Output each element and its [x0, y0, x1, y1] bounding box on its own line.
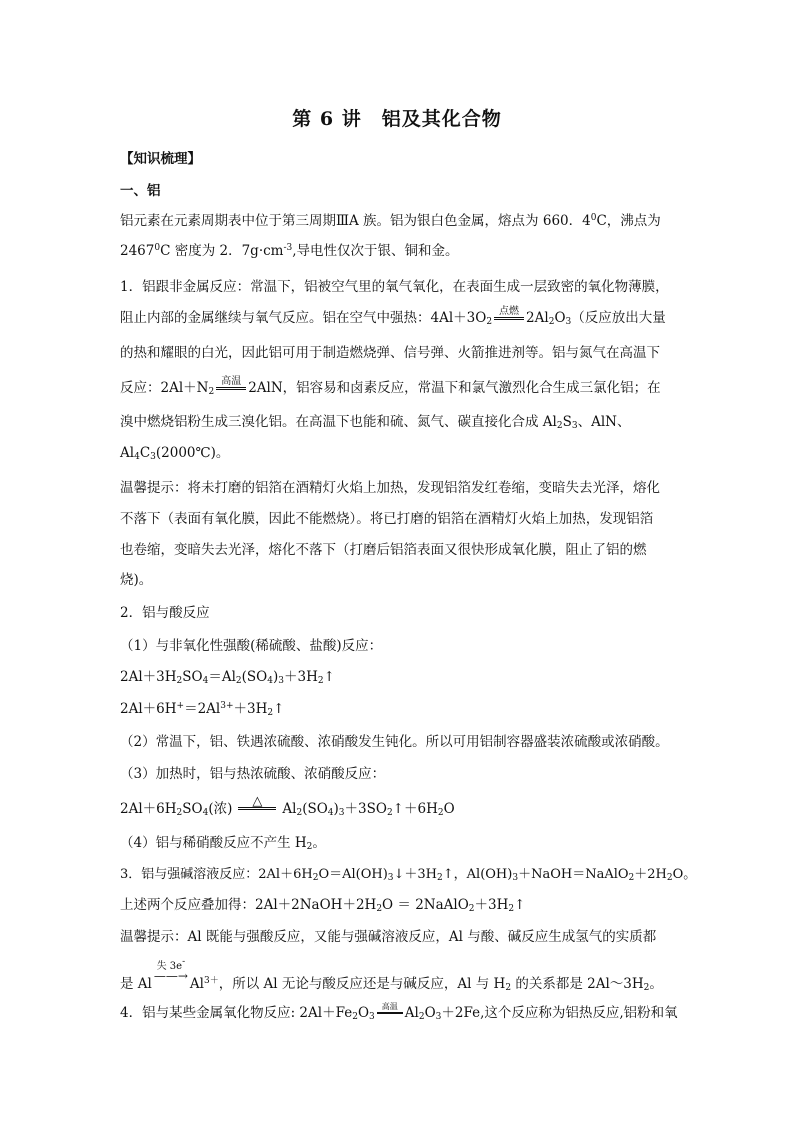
- page-title: 第 6 讲 铝及其化合物: [292, 108, 502, 130]
- p1-line-5: 溴中燃烧铝粉生成三溴化铝。在高温下也能和硫、氮气、碳直接化合成 $Al_2S_3$、AlN、: [120, 414, 631, 431]
- p2-s3: （3）加热时，铝与热浓硫酸、浓硝酸反应：: [120, 766, 386, 782]
- reaction-condition: △: [238, 796, 276, 810]
- p1-line-4: 反应：$2Al+N_2$高温 2AlN，铝容易和卤素反应，常温下和氯气激烈化合生成三氯化铝；在: [120, 376, 661, 397]
- p2-eq2: $2Al+6H^+=2Al^{3+}+3H_2↑$: [120, 701, 285, 718]
- tip2-line-1: 温馨提示：Al 既能与强酸反应，又能与强碱溶液反应，Al 与酸、碱反应生成氢气的实质都: [120, 929, 657, 945]
- p1-line-2: 阻止内部的金属继续与氧气反应。铝在空气中强热：$4Al+3O_2$点燃 $2Al_2O_3$（反应放出大量: [120, 306, 666, 327]
- tip1-line-2: 不落下（表面有氧化膜，因此不能燃烧）。将已打磨的铝箔在酒精灯火焰上加热，发现铝箔: [120, 511, 654, 527]
- p2-eq1: $2Al+3H_2SO_4=Al_2(SO_4)_3+3H_2↑$: [120, 669, 335, 686]
- tip1-line-1: 温馨提示：将未打磨的铝箔在酒精灯火焰上加热，发现铝箔发红卷缩，变暗失去光泽，熔化: [120, 480, 660, 496]
- subheading: 一、铝: [120, 183, 161, 199]
- tip1-line-4: 烧)。: [120, 572, 153, 588]
- p2-s2: （2）常温下，铝、铁遇浓硫酸、浓硝酸发生钝化。所以可用铝制容器盛装浓硫酸或浓硝酸。: [120, 734, 669, 750]
- reaction-condition: 高温: [216, 376, 246, 390]
- p2-s4: （4）铝与稀硝酸反应不产生 $H_2$。: [120, 835, 326, 852]
- p2-heading: 2．铝与酸反应: [120, 605, 210, 621]
- electron-transfer-arrow: 失 3e- ——→: [153, 957, 188, 983]
- p3-line-1: 3．铝与强碱溶液反应：$2Al+6H_2O=Al(OH)_3↓+3H_2↑$，$Al(OH)_3+NaOH=NaAlO_2+2H_2O$。: [120, 867, 697, 883]
- p1-line-3: 的热和耀眼的白光，因此铝可用于制造燃烧弹、信号弹、火箭推进剂等。铝与氮气在高温下: [120, 345, 660, 361]
- p1-line-6: $Al_4C_3(2000℃)$。: [120, 445, 230, 462]
- reaction-condition: 高温: [377, 1001, 403, 1014]
- tip1-line-3: 也卷缩，变暗失去光泽，熔化不落下（打磨后铝箔表面又很快形成氧化膜，阻止了铝的燃: [120, 542, 647, 558]
- tip2-line-2: 是 Al失 3e- ——→ $Al^{3+}$，所以 Al 无论与酸反应还是与碱反应，Al 与 $H_2$ 的关系都是 $2Al\sim 3H_2$。: [120, 957, 663, 993]
- p3-line-2: 上述两个反应叠加得：$2Al+2NaOH+2H_2O$ ＝ $2NaAlO_2+3H_2↑$: [120, 897, 526, 914]
- intro-line-1: 铝元素在元素周期表中位于第三周期ⅢA 族。铝为银白色金属，熔点为 660．$4^0C$，沸点为: [120, 213, 661, 229]
- p4-line-1: 4．铝与某些金属氧化物反应: $2Al+Fe_2O_3$高温 $Al_2O_3+2Fe$,这个反应称为铝热反应,铝粉和氧: [120, 1002, 678, 1022]
- p2-s1: （1）与非氧化性强酸(稀硫酸、盐酸)反应：: [120, 638, 383, 654]
- section-heading: 【知识梳理】: [120, 151, 201, 167]
- p2-eq3: $2Al+6H_2SO_4$(浓) △ $Al_2(SO_4)_3+3SO_2↑+6H_2O$: [120, 794, 455, 818]
- reaction-condition: 点燃: [494, 306, 524, 320]
- intro-line-2: 2467$^0$C 密度为 2．$7g\cdot cm^{-3}$,导电性仅次于银、铜和金。: [120, 243, 459, 259]
- p1-line-1: 1．铝跟非金属反应：常温下，铝被空气里的氧气氧化，在表面生成一层致密的氧化物薄膜，: [120, 279, 669, 295]
